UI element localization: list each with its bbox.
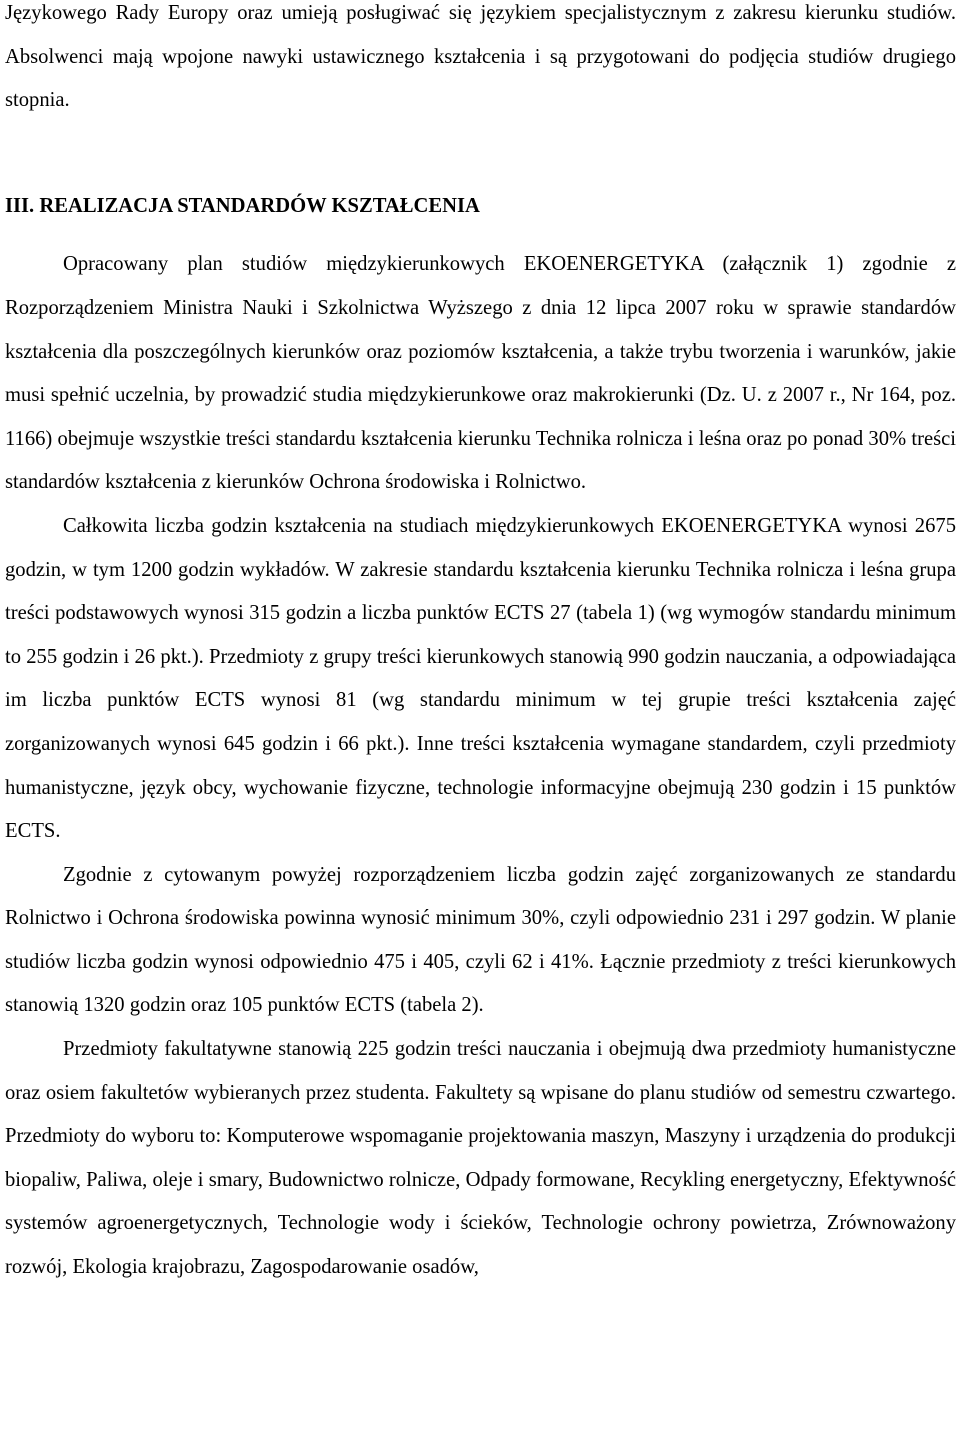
paragraph-regulation: Zgodnie z cytowanym powyżej rozporządzeniem liczba godzin zajęć zorganizowanych ze standardu Rolnictwo i Ochrona środowiska powinna wynosić minimum 30%, czyli odpowiednio 231 i 297 godzin. W planie studiów liczba godzin wynosi odpowiednio 475 i 405, czyli 62 i 41%. Łącznie przedmioty z treści kierunkowych stanowią 1320 godzin oraz 105 punktów ECTS (tabela 2). (5, 863, 956, 1017)
intro-paragraph: Językowego Rady Europy oraz umieją posługiwać się językiem specjalistycznym z zakresu kierunku studiów. Absolwenci mają wpojone nawyki ustawicznego kształcenia i są przygotowani do podjęcia studiów drugiego stopnia. (5, 2, 956, 112)
paragraph-hours: Całkowita liczba godzin kształcenia na studiach międzykierunkowych EKOENERGETYKA wynosi 2675 godzin, w tym 1200 godzin wykładów. W zakresie standardu kształcenia kierunku Technika rolnicza i leśna grupa treści podstawowych wynosi 315 godzin a liczba punktów ECTS 27 (tabela 1) (wg wymogów standardu minimum to 255 godzin i 26 pkt.). Przedmioty z grupy treści kierunkowych stanowią 990 godzin nauczania, a odpowiadająca im liczba punktów ECTS wynosi 81 (wg standardu minimum w tej grupie treści kształcenia zajęć zorganizowanych wynosi 645 godzin i 66 pkt.). Inne treści kształcenia wymagane standardem, czyli przedmioty humanistyczne, język obcy, wychowanie fizyczne, technologie informacyjne obejmują 230 godzin i 15 punktów ECTS. (5, 514, 956, 843)
paragraph-plan: Opracowany plan studiów międzykierunkowych EKOENERGETYKA (załącznik 1) zgodnie z Rozporządzeniem Ministra Nauki i Szkolnictwa Wyższego z dnia 12 lipca 2007 roku w sprawie standardów kształcenia dla poszczególnych kierunków oraz poziomów kształcenia, a także trybu tworzenia i warunków, jakie musi spełnić uczelnia, by prowadzić studia międzykierunkowe oraz makrokierunki (Dz. U. z 2007 r., Nr 164, poz. 1166) obejmuje wszystkie treści standardu kształcenia kierunku Technika rolnicza i leśna oraz po ponad 30% treści standardów kształcenia z kierunków Ochrona środowiska i Rolnictwo. (5, 253, 956, 494)
paragraph-electives: Przedmioty fakultatywne stanowią 225 godzin treści nauczania i obejmują dwa przedmioty humanistyczne oraz osiem fakultetów wybieranych przez studenta. Fakultety są wpisane do planu studiów od semestru czwartego. Przedmioty do wyboru to: Komputerowe wspomaganie projektowania maszyn, Maszyny i urządzenia do produkcji biopaliw, Paliwa, oleje i smary, Budownictwo rolnicze, Odpady formowane, Recykling energetyczny, Efektywność systemów agroenergetycznych, Technologie wody i ścieków, Technologie ochrony powietrza, Zrównoważony rozwój, Ekologia krajobrazu, Zagospodarowanie osadów, (5, 1038, 956, 1279)
section-heading: III. REALIZACJA STANDARDÓW KSZTAŁCENIA (5, 194, 480, 217)
